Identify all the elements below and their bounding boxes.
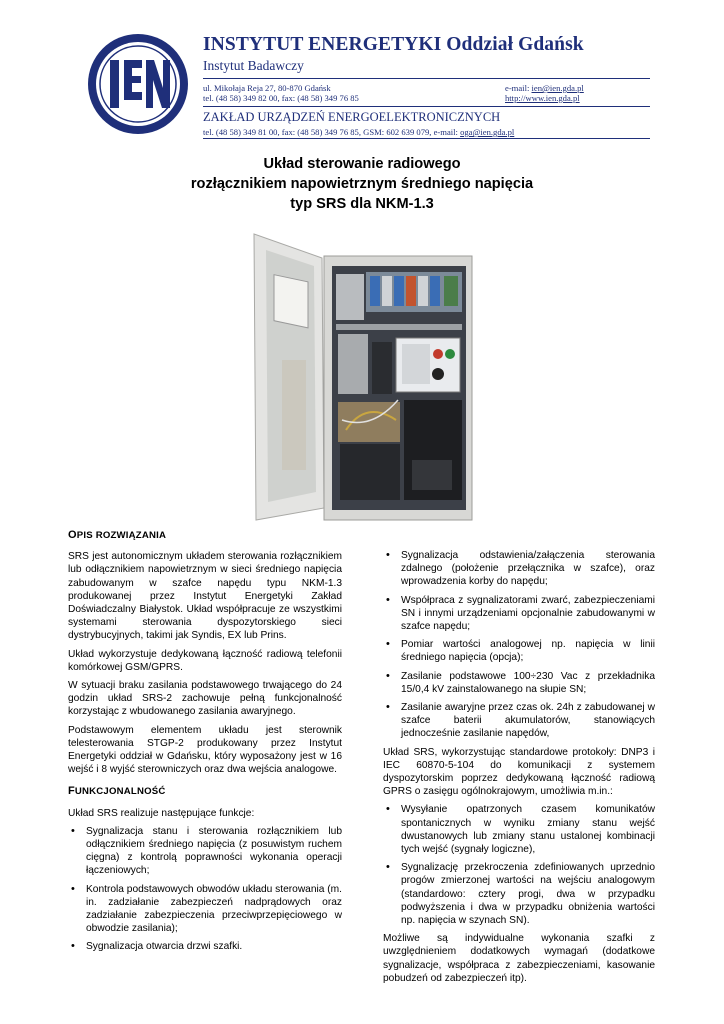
title-line-2: rozłącznikiem napowietrznym średniego napięcia: [190, 176, 534, 192]
address-line: ul. Mikołaja Reja 27, 80-870 Gdańsk: [203, 83, 331, 93]
header-rule-middle: [203, 106, 650, 107]
list-item: • Zasilanie awaryjne przez czas ok. 24h z zabudowanej w szafce baterii akumulatorów, stanowiących jednocześnie zasilanie napędów,: [383, 701, 655, 741]
right-column: [383, 549, 655, 990]
website-link[interactable]: http://www.ien.gda.pl: [505, 93, 580, 103]
function-list: [68, 825, 342, 954]
email-line: [505, 83, 584, 93]
email-label: e-mail:: [505, 83, 532, 93]
list-item: • Współpraca z sygnalizatorami zwarć, zabezpieczeniami SN i innymi urządzeniami opcjonalnie zabudowanymi w szafce napędu;: [383, 594, 655, 634]
list-item: • Kontrola podstawowych obwodów układu sterowania (m. in. zadziałanie zabezpieczeń nadprądowych oraz zadziałanie zabezpieczenia przeciwprzepięciowego w obwodzie zasilania);: [68, 883, 342, 936]
title-line-3: typ SRS dla NKM-1.3: [290, 196, 434, 212]
department-name: ZAKŁAD URZĄDZEŃ ENERGOELEKTRONICZNYCH: [203, 110, 501, 124]
section-heading-functionality: FUNKCJONALNOŚĆ: [68, 785, 166, 798]
paragraph-protocols: Układ SRS, wykorzystując standardowe protokoły: DNP3 i IEC 60870-5-104 do komunikacji z systemem dyspozytorskim poprzez dedykowaną łączność radiową GPRS o zasięgu ogólnokrajowym, umożliwia m.in.:: [383, 746, 655, 798]
section-heading-solution: OPIS ROZWIĄZANIA: [68, 529, 167, 541]
paragraph-controller: Podstawowym elementem układu jest sterownik telesterowania STGP-2 produkowany przez Instytut Energetyki oddział w Gdańsku, który wyposażony jest w 16 wejść i 8 wyjść sterowniczych oraz dwa wejścia analogowe.: [68, 724, 342, 776]
institute-subtitle: Instytut Badawczy: [203, 58, 304, 73]
capability-list: [383, 803, 655, 927]
function-list-continued: [383, 549, 655, 741]
department-contact-text: tel. (48 58) 349 81 00, fax: (48 58) 349 76 85, GSM: 602 639 079, e-mail:: [203, 127, 461, 137]
department-email-link[interactable]: oga@ien.gda.pl: [460, 127, 515, 137]
document-title: [0, 154, 724, 214]
cabinet-photo: [252, 230, 474, 522]
email-link[interactable]: ien@ien.gda.pl: [531, 83, 584, 93]
list-item: • Wysyłanie opatrzonych czasem komunikatów spontanicznych w wyniku zmiany stanu wejść dwustanowych lub zmiany stanu ustalonej kombinacji tych wejść (sygnały logiczne),: [383, 803, 655, 856]
website-line: [505, 93, 580, 103]
paragraph-custom-versions: Możliwe są indywidualne wykonania szafki z uwzględnieniem dodatkowych wymagań (dodatkowe sygnalizacje, współpraca z zabezpieczeniami, kasowanie pobudzeń od zabezpieczeń itp).: [383, 933, 655, 984]
institute-title: INSTYTUT ENERGETYKI Oddział Gdańsk: [203, 34, 584, 55]
header-rule-bottom: [203, 138, 650, 139]
left-column: [68, 529, 342, 959]
list-item: • Sygnalizacja otwarcia drzwi szafki.: [68, 940, 342, 953]
list-item: • Sygnalizację przekroczenia zdefiniowanych uprzednio progów zmierzonej wartości na wejściu analogowym (standardowo: cztery progi, dwa w przypadku podwyższenia i dwa w przypadku obniżenia wartości np. napięcia w szynach SN).: [383, 861, 655, 927]
title-line-1: Układ sterowanie radiowego: [263, 156, 461, 172]
paragraph-gsm: Układ wykorzystuje dedykowaną łączność radiową telefonii komórkowej GSM/GPRS.: [68, 648, 342, 673]
list-item: • Sygnalizacja stanu i sterowania rozłącznikiem lub odłącznikiem średniego napięcia (z posuwistym ruchem cięgna) z kontrolą poprawności wykonania operacji łączeniowych;: [68, 825, 342, 878]
list-item: • Zasilanie podstawowe 100÷230 Vac z przekładnika 15/0,4 kV zainstalowanego na słupie SN;: [383, 670, 655, 696]
phone-line: tel. (48 58) 349 82 00, fax: (48 58) 349 76 85: [203, 93, 359, 103]
paragraph-backup-power: W sytuacji braku zasilania podstawowego trwającego do 24 godzin układ SRS-2 zachowuje pełną funkcjonalność korzystając z wbudowanego zasilania awaryjnego.: [68, 680, 342, 718]
list-item: • Pomiar wartości analogowej np. napięcia w linii średniego napięcia (opcja);: [383, 638, 655, 664]
paragraph-intro: SRS jest autonomicznym układem sterowania rozłącznikiem lub odłącznikiem napowietrznym w sieci średniego napięcia zabudowanym w szafce napędu typu NKM-1.3 produkowanej przez Instytut Energetyki Zakład Doświadczalny Białystok. Układ współpracuje ze wszystkimi systemami sterowania dyspozytorskiego sieci dystrybucyjnych, takimi jak Syndis, EX lub Prins.: [68, 551, 342, 642]
header-rule-top: [203, 78, 650, 79]
institute-logo: [86, 32, 190, 136]
department-contact: [203, 127, 514, 137]
list-item: • Sygnalizacja odstawienia/załączenia sterowania zdalnego (położenie przełącznika w szafce), oraz wprowadzenia korby do napędu;: [383, 549, 655, 589]
paragraph-functions-intro: Układ SRS realizuje następujące funkcje:: [68, 807, 255, 819]
